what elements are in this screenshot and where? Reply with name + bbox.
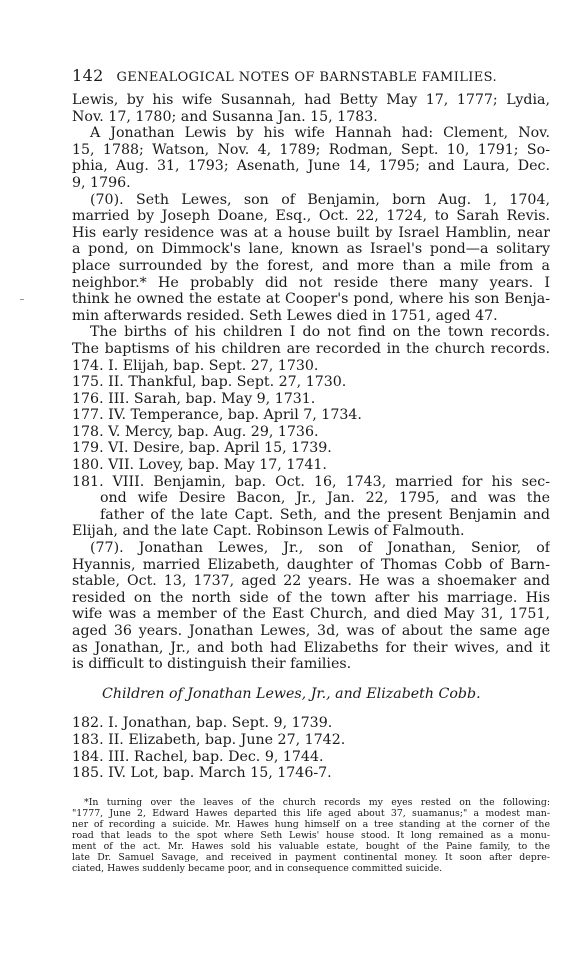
list-item: 182. I. Jonathan, bap. Sept. 9, 1739.: [72, 715, 333, 732]
list-item: 177. IV. Temperance, bap. April 7, 1734.: [72, 407, 362, 424]
text-line: Hyannis, married Elizabeth, daughter of Thomas Cobb of Barn-: [72, 556, 550, 573]
list-item: 178. V. Mercy, bap. Aug. 29, 1736.: [72, 423, 319, 440]
list-item: 174. I. Elijah, bap. Sept. 27, 1730.: [72, 357, 319, 374]
text-line: The births of his children I do not find on the town records.: [90, 324, 550, 341]
text-line: resided on the north side of the town after his marriage. His: [72, 589, 550, 606]
footnote-line: ment of the act. Mr. Hawes sold his valuable estate, bought of the Paine family, to the: [72, 841, 550, 852]
body-text: [72, 92, 550, 782]
text-line: 9, 1796.: [72, 174, 131, 191]
page-number: 142: [72, 66, 104, 85]
text-line: think he owned the estate at Cooper's pond, where his son Benja-: [72, 291, 550, 308]
text-line: (70). Seth Lewes, son of Benjamin, born Aug. 1, 1704,: [90, 191, 550, 208]
text-line: A Jonathan Lewis by his wife Hannah had: Clement, Nov.: [90, 125, 550, 142]
text-line: married by Joseph Doane, Esq., Oct. 22, 1724, to Sarah Revis.: [72, 208, 550, 225]
text-line: a pond, on Dimmock's lane, known as Israel's pond—a solitary: [72, 241, 550, 258]
list-item: 180. VII. Lovey, bap. May 17, 1741.: [72, 457, 327, 474]
footnote-line: late Dr. Samuel Savage, and received in payment continental money. It soon after depre-: [72, 852, 550, 863]
text-line: The baptisms of his children are recorded in the church records.: [72, 340, 550, 357]
footnote-line: *In turning over the leaves of the church records my eyes rested on the following:: [84, 797, 550, 808]
text-line: father of the late Capt. Seth, and the present Benjamin and: [100, 506, 550, 523]
list-item: 179. VI. Desire, bap. April 15, 1739.: [72, 440, 332, 457]
text-line: place surrounded by the forest, and more than a mile from a: [72, 257, 550, 274]
margin-mark: [20, 299, 24, 300]
text-line: Elijah, and the late Capt. Robinson Lewis of Falmouth.: [72, 523, 465, 540]
list-item: 185. IV. Lot, bap. March 15, 1746-7.: [72, 765, 332, 782]
text-line: aged 36 years. Jonathan Lewes, 3d, was of about the same age: [72, 623, 550, 639]
text-line: is difficult to distinguish their families.: [72, 656, 352, 673]
text-line: neighbor.* He probably did not reside there many years. I: [72, 274, 550, 291]
spacer: [72, 673, 550, 686]
text-line: stable, Oct. 13, 1737, aged 22 years. He was a shoemaker and: [72, 573, 550, 590]
page-header: [72, 66, 532, 85]
list-item: 181. VIII. Benjamin, bap. Oct. 16, 1743, married for his sec-: [72, 473, 550, 490]
text-line: Lewis, by his wife Susannah, had Betty May 17, 1777; Lydia,: [72, 92, 550, 108]
spacer: [72, 702, 550, 715]
list-item: 184. III. Rachel, bap. Dec. 9, 1744.: [72, 748, 324, 765]
text-line: 15, 1788; Watson, Nov. 4, 1789; Rodman, Sept. 10, 1791; So-: [72, 141, 550, 158]
list-item: 183. II. Elizabeth, bap. June 27, 1742.: [72, 731, 346, 748]
text-line: min afterwards resided. Seth Lewes died in 1751, aged 47.: [72, 307, 498, 324]
footnote-line: road that leads to the spot where Seth Lewis' house stood. It long remained as a monu-: [72, 830, 550, 841]
list-item: 176. III. Sarah, bap. May 9, 1731.: [72, 390, 316, 407]
text-line: Nov. 17, 1780; and Susanna Jan. 15, 1783.: [72, 108, 378, 125]
footnote-line: ciated, Hawes suddenly became poor, and in consequence committed suicide.: [72, 863, 443, 874]
footnote: [72, 797, 550, 874]
section-heading: Children of Jonathan Lewes, Jr., and Elizabeth Cobb.: [102, 685, 481, 702]
text-line: as Jonathan, Jr., and both had Elizabeths for their wives, and it: [72, 639, 550, 656]
text-line: phia, Aug. 31, 1793; Asenath, June 14, 1795; and Laura, Dec.: [72, 158, 550, 175]
text-line: His early residence was at a house built by Israel Hamblin, near: [72, 224, 550, 241]
text-line: ond wife Desire Bacon, Jr., Jan. 22, 1795, and was the: [100, 490, 550, 507]
footnote-line: "1777, June 2, Edward Hawes departed this life aged about 37, suamanus;" a modest man-: [72, 808, 550, 819]
text-line: wife was a member of the East Church, and died May 31, 1751,: [72, 606, 550, 623]
running-title: GENEALOGICAL NOTES OF BARNSTABLE FAMILIES.: [116, 70, 498, 85]
footnote-line: ner of recording a suicide. Mr. Hawes hung himself on a tree standing at the corner of the: [72, 819, 550, 830]
text-line: (77). Jonathan Lewes, Jr., son of Jonathan, Senior, of: [90, 540, 550, 557]
list-item: 175. II. Thankful, bap. Sept. 27, 1730.: [72, 374, 347, 391]
